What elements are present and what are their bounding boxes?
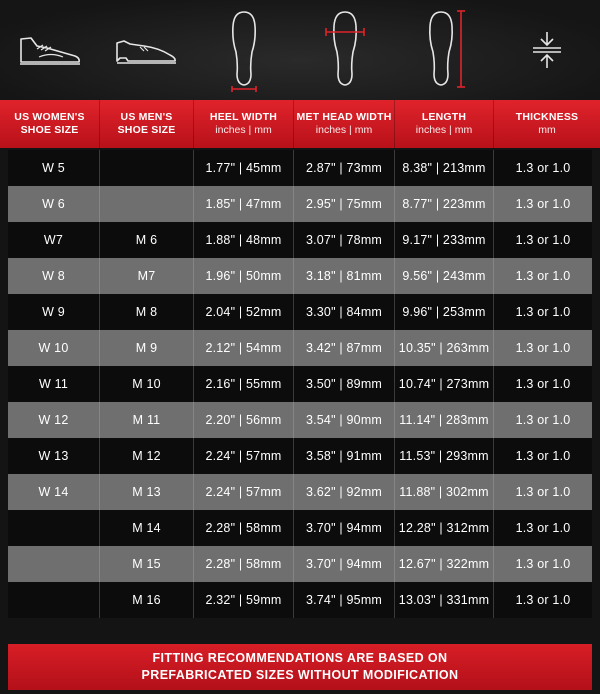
thickness-cell: 1.3 or 1.0 [515, 485, 571, 499]
table-row [8, 366, 592, 402]
table-row [8, 330, 592, 366]
met-head-width-cell: 2.87" | 73mm [294, 150, 395, 186]
womens-size-cell: W 12 [8, 402, 100, 438]
thickness-icon [494, 0, 600, 100]
womens-size-cell: W 14 [8, 474, 100, 510]
thickness-cell: 1.3 or 1.0 [515, 449, 571, 463]
length-cell: 9.56" | 243mm [395, 258, 494, 294]
length-cell: 10.35" | 263mm [395, 330, 494, 366]
met-head-width-cell: 3.70" | 94mm [294, 546, 395, 582]
header-length [395, 100, 494, 148]
thickness-cell: 1.3 or 1.0 [515, 413, 571, 427]
mens-size-cell [100, 150, 194, 186]
met-head-width-cell: 3.50" | 89mm [294, 366, 395, 402]
heel-width-cell: 2.12" | 54mm [194, 330, 294, 366]
length-cell: 12.28" | 312mm [395, 510, 494, 546]
mens-size-cell: M 8 [100, 294, 194, 330]
table-row [8, 510, 592, 546]
length-cell: 9.96" | 253mm [395, 294, 494, 330]
womens-size-cell: W 8 [8, 258, 100, 294]
length-cell: 11.53" | 293mm [395, 438, 494, 474]
met-head-width-cell: 3.54" | 90mm [294, 402, 395, 438]
header-title: US WOMEN'S [14, 111, 85, 123]
met-head-width-cell: 3.58" | 91mm [294, 438, 395, 474]
size-table-body [8, 150, 592, 618]
header-title-line2: SHOE SIZE [20, 124, 79, 136]
mens-size-cell: M 15 [100, 546, 194, 582]
mens-size-cell: M 6 [100, 222, 194, 258]
met-head-width-cell: 3.70" | 94mm [294, 510, 395, 546]
length-cell: 13.03" | 331mm [395, 582, 494, 618]
met-head-width-cell: 3.30" | 84mm [294, 294, 395, 330]
thickness-cell: 1.3 or 1.0 [515, 233, 571, 247]
mens-size-cell: M 11 [100, 402, 194, 438]
header-met-head-width [294, 100, 395, 148]
womens-size-cell: W 11 [8, 366, 100, 402]
met-head-width-cell: 2.95" | 75mm [294, 186, 395, 222]
heel-width-cell: 1.85" | 47mm [194, 186, 294, 222]
header-title: THICKNESS [515, 111, 579, 123]
length-cell: 8.38" | 213mm [395, 150, 494, 186]
womens-size-cell: W 6 [8, 186, 100, 222]
header-unit: mm [538, 124, 556, 136]
header-title: MET HEAD WIDTH [296, 111, 392, 123]
thickness-cell: 1.3 or 1.0 [515, 377, 571, 391]
heel-width-cell: 2.24" | 57mm [194, 474, 294, 510]
table-row [8, 294, 592, 330]
heel-width-cell: 2.32" | 59mm [194, 582, 294, 618]
table-row [8, 402, 592, 438]
thickness-cell: 1.3 or 1.0 [515, 305, 571, 319]
header-heel-width [194, 100, 294, 148]
fitting-note-banner [8, 644, 592, 690]
header-title-line2: SHOE SIZE [117, 124, 176, 136]
womens-size-cell: W7 [8, 222, 100, 258]
icon-row [0, 0, 600, 100]
table-row [8, 582, 592, 618]
heel-width-insole-icon [194, 0, 294, 100]
womens-size-cell [8, 510, 100, 546]
womens-size-cell: W 9 [8, 294, 100, 330]
heel-width-cell: 2.28" | 58mm [194, 510, 294, 546]
heel-width-cell: 2.16" | 55mm [194, 366, 294, 402]
length-cell: 10.74" | 273mm [395, 366, 494, 402]
mens-size-cell: M 9 [100, 330, 194, 366]
heel-width-cell: 2.28" | 58mm [194, 546, 294, 582]
header-title: US MEN'S [120, 111, 173, 123]
womens-size-cell: W 10 [8, 330, 100, 366]
heel-width-cell: 1.77" | 45mm [194, 150, 294, 186]
mens-size-cell [100, 186, 194, 222]
header-mens-size [100, 100, 194, 148]
table-row [8, 258, 592, 294]
header-unit: inches | mm [415, 124, 473, 136]
womens-size-cell: W 5 [8, 150, 100, 186]
thickness-cell: 1.3 or 1.0 [515, 269, 571, 283]
header-title: HEEL WIDTH [209, 111, 278, 123]
header-thickness [494, 100, 600, 148]
fitting-note-line1: FITTING RECOMMENDATIONS ARE BASED ON [152, 651, 448, 665]
dress-shoe-icon [100, 0, 194, 100]
table-row [8, 150, 592, 186]
met-head-width-cell: 3.07" | 78mm [294, 222, 395, 258]
met-head-width-cell: 3.62" | 92mm [294, 474, 395, 510]
heel-width-cell: 2.04" | 52mm [194, 294, 294, 330]
thickness-cell: 1.3 or 1.0 [515, 197, 571, 211]
met-head-width-insole-icon [294, 0, 395, 100]
sneaker-icon [0, 0, 100, 100]
length-cell: 9.17" | 233mm [395, 222, 494, 258]
met-head-width-cell: 3.42" | 87mm [294, 330, 395, 366]
length-cell: 12.67" | 322mm [395, 546, 494, 582]
length-insole-icon [395, 0, 494, 100]
met-head-width-cell: 3.18" | 81mm [294, 258, 395, 294]
mens-size-cell: M 13 [100, 474, 194, 510]
womens-size-cell [8, 546, 100, 582]
mens-size-cell: M 10 [100, 366, 194, 402]
thickness-cell: 1.3 or 1.0 [515, 161, 571, 175]
mens-size-cell: M7 [100, 258, 194, 294]
header-title: LENGTH [421, 111, 467, 123]
thickness-cell: 1.3 or 1.0 [515, 593, 571, 607]
length-cell: 8.77" | 223mm [395, 186, 494, 222]
header-unit: inches | mm [315, 124, 373, 136]
length-cell: 11.88" | 302mm [395, 474, 494, 510]
heel-width-cell: 1.96" | 50mm [194, 258, 294, 294]
fitting-note-line2: PREFABRICATED SIZES WITHOUT MODIFICATION [141, 668, 459, 682]
womens-size-cell: W 13 [8, 438, 100, 474]
header-unit: inches | mm [215, 124, 272, 136]
heel-width-cell: 1.88" | 48mm [194, 222, 294, 258]
heel-width-cell: 2.24" | 57mm [194, 438, 294, 474]
table-row [8, 186, 592, 222]
mens-size-cell: M 14 [100, 510, 194, 546]
length-cell: 11.14" | 283mm [395, 402, 494, 438]
table-row [8, 474, 592, 510]
thickness-cell: 1.3 or 1.0 [515, 341, 571, 355]
table-row [8, 546, 592, 582]
heel-width-cell: 2.20" | 56mm [194, 402, 294, 438]
header-womens-size [0, 100, 100, 148]
met-head-width-cell: 3.74" | 95mm [294, 582, 395, 618]
mens-size-cell: M 12 [100, 438, 194, 474]
thickness-cell: 1.3 or 1.0 [515, 521, 571, 535]
table-row [8, 438, 592, 474]
thickness-cell: 1.3 or 1.0 [515, 557, 571, 571]
mens-size-cell: M 16 [100, 582, 194, 618]
womens-size-cell [8, 582, 100, 618]
table-header [0, 100, 600, 148]
table-row [8, 222, 592, 258]
